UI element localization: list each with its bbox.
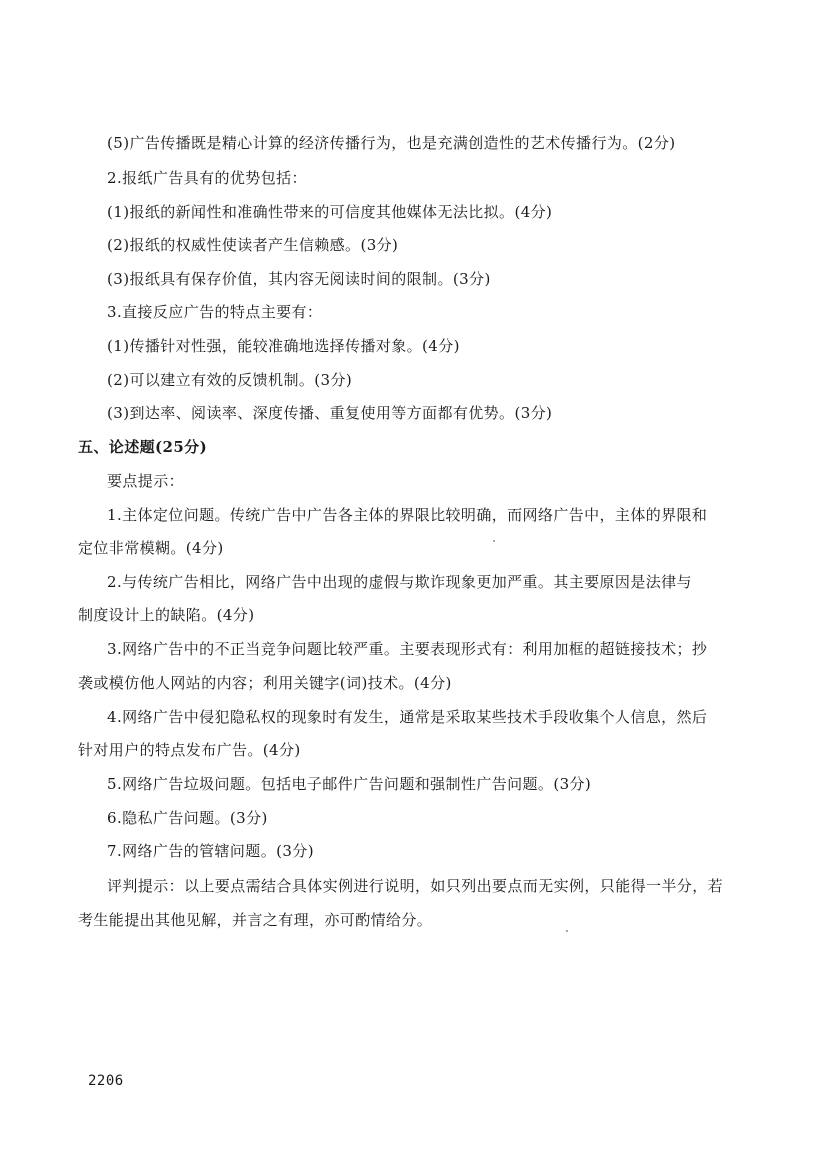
text-line: 2.报纸广告具有的优势包括：: [107, 169, 307, 187]
text-line: 3.直接反应广告的特点主要有：: [107, 303, 323, 321]
text-line: 制度设计上的缺陷。(4分): [78, 606, 255, 624]
text-line: 评判提示：以上要点需结合具体实例进行说明，如只列出要点而无实例，只能得一半分，若: [107, 877, 724, 895]
text-line: 要点提示：: [107, 472, 185, 490]
page-number: 2206: [88, 1073, 124, 1089]
scan-speck: [566, 930, 568, 932]
text-line: 2.与传统广告相比，网络广告中出现的虚假与欺诈现象更加严重。其主要原因是法律与: [107, 573, 692, 591]
section-heading: 五、论述题(25分): [78, 438, 208, 456]
text-line: 3.网络广告中的不正当竞争问题比较严重。主要表现形式有：利用加框的超链接技术；抄: [107, 640, 708, 658]
text-line: 袭或模仿他人网站的内容；利用关键字(词)技术。(4分): [78, 674, 452, 692]
text-line: 5.网络广告垃圾问题。包括电子邮件广告问题和强制性广告问题。(3分): [107, 775, 592, 793]
text-line: 针对用户的特点发布广告。(4分): [78, 741, 301, 759]
text-line: 6.隐私广告问题。(3分): [107, 809, 268, 827]
text-line: 定位非常模糊。(4分): [78, 539, 224, 557]
text-line: (2)可以建立有效的反馈机制。(3分): [107, 371, 353, 389]
text-line: (3)到达率、阅读率、深度传播、重复使用等方面都有优势。(3分): [107, 404, 553, 422]
text-line: 1.主体定位问题。传统广告中广告各主体的界限比较明确，而网络广告中，主体的界限和: [107, 506, 708, 524]
text-line: (3)报纸具有保存价值，其内容无阅读时间的限制。(3分): [107, 270, 491, 288]
text-line: 4.网络广告中侵犯隐私权的现象时有发生，通常是采取某些技术手段收集个人信息，然后: [107, 708, 708, 726]
text-line: (2)报纸的权威性使读者产生信赖感。(3分): [107, 236, 399, 254]
text-line: 7.网络广告的管辖问题。(3分): [107, 842, 314, 860]
scan-speck: [493, 540, 495, 542]
text-line: (1)报纸的新闻性和准确性带来的可信度其他媒体无法比拟。(4分): [107, 203, 553, 221]
text-line: 考生能提出其他见解，并言之有理，亦可酌情给分。: [78, 911, 433, 929]
text-line: (1)传播针对性强，能较准确地选择传播对象。(4分): [107, 337, 460, 355]
text-line: (5)广告传播既是精心计算的经济传播行为，也是充满创造性的艺术传播行为。(2分): [107, 134, 676, 152]
